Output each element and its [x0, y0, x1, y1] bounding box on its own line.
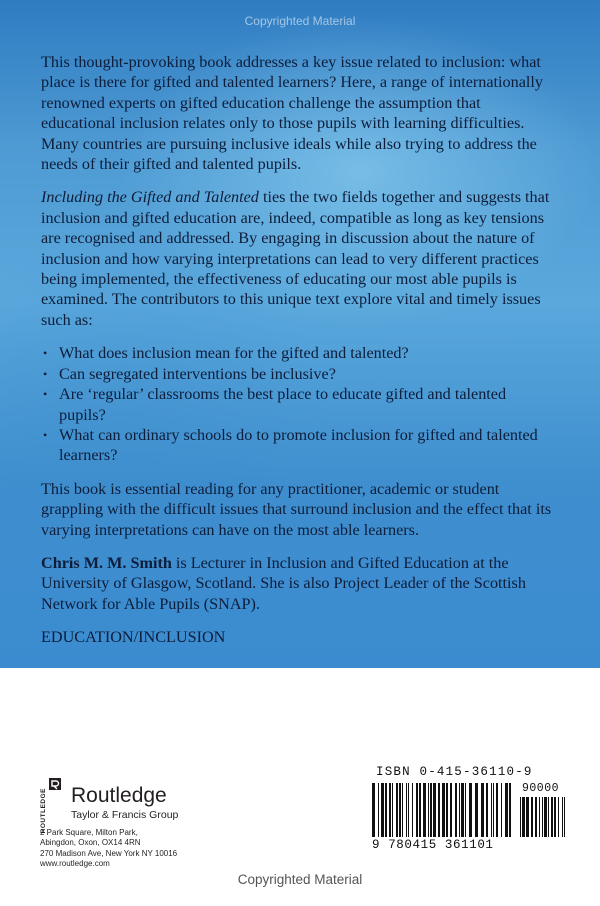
barcode-bar	[551, 797, 553, 837]
barcode-bar	[554, 797, 556, 837]
subject-category: EDUCATION/INCLUSION	[41, 628, 226, 647]
barcode-bar	[423, 783, 426, 837]
barcode-bar	[520, 797, 521, 837]
barcode-bars	[372, 783, 512, 837]
barcode-bar	[381, 783, 384, 837]
isbn-label: ISBN 0-415-36110-9	[376, 765, 533, 779]
address-line: 270 Madison Ave, New York NY 10016	[40, 848, 178, 858]
ean-number: 9 780415 361101	[372, 838, 494, 852]
list-item	[41, 343, 553, 363]
barcode-bar	[562, 797, 563, 837]
publisher-address	[40, 828, 177, 869]
barcode-bar	[481, 783, 484, 837]
barcode-bar	[522, 797, 525, 837]
isbn-barcode	[372, 765, 568, 865]
barcode-addon-bars	[520, 797, 566, 837]
barcode-bar	[392, 783, 393, 837]
barcode-bar	[531, 797, 533, 837]
barcode-bar	[433, 783, 436, 837]
bullet-icon: •	[43, 366, 48, 381]
author-name: Chris M. M. Smith	[41, 553, 172, 572]
barcode-bar	[558, 797, 559, 837]
address-line: Abingdon, Oxon, OX14 4RN	[40, 838, 141, 848]
barcode-bar	[539, 797, 540, 837]
barcode-bar	[446, 783, 448, 837]
blurb-paragraph-2	[41, 187, 553, 330]
barcode-bar	[428, 783, 429, 837]
barcode-bar	[509, 783, 511, 837]
barcode-bar	[402, 783, 403, 837]
address-line: 2 Park Square, Milton Park,	[40, 828, 138, 837]
watermark-bottom: Copyrighted Material	[237, 872, 363, 887]
book-title-italic: Including the Gifted and Talented	[41, 188, 259, 207]
barcode-bar	[461, 783, 464, 837]
barcode-bar	[486, 783, 488, 837]
barcode-bar	[430, 783, 432, 837]
barcode-bar	[389, 783, 391, 837]
barcode-bar	[419, 783, 421, 837]
barcode-bar	[442, 783, 445, 837]
blurb-paragraph-2-rest: ties the two fields together and suggests that inclusion and gifted education are, indeed, compatible as long as key tensions are recognised and addressed. By engaging in discussion about the nature of inclusion and how varying interpretations can lead to very different practices being implemented, the effectiveness of educating our most able pupils is examined. The contributors to this unique text explore vital and timely issues such as:	[41, 188, 550, 329]
barcode-bar	[548, 797, 549, 837]
list-item	[41, 425, 553, 466]
barcode-bar	[406, 783, 407, 837]
barcode-bar	[544, 797, 547, 837]
barcode-bar	[399, 783, 401, 837]
barcode-bar	[564, 797, 565, 837]
address-line: www.routledge.com	[40, 858, 110, 868]
barcode-bar	[475, 783, 478, 837]
barcode-bar	[535, 797, 537, 837]
list-item-text: Are ‘regular’ classrooms the best place to educate gifted and talented pupils?	[59, 385, 507, 424]
barcode-bar	[378, 783, 379, 837]
barcode-bar	[465, 783, 466, 837]
barcode-bar	[455, 783, 457, 837]
barcode-bar	[491, 783, 492, 837]
barcode-bar	[526, 797, 529, 837]
list-item	[41, 384, 553, 425]
list-item-text: What does inclusion mean for the gifted and talented?	[59, 344, 409, 363]
list-item-text: What can ordinary schools do to promote inclusion for gifted and talented learners?	[59, 425, 538, 465]
publisher-group: Taylor & Francis Group	[71, 809, 179, 821]
list-item	[41, 364, 553, 384]
blurb-paragraph-3: This book is essential reading for any practitioner, academic or student grappling with the difficult issues that surround inclusion and the effect that its varying interpretations can have on the most able learners.	[41, 479, 552, 539]
barcode-bar	[505, 783, 508, 837]
barcode-bar	[459, 783, 460, 837]
barcode-bar	[450, 783, 452, 837]
logo-vertical-text: ROUTLEDGE	[40, 788, 47, 834]
bullet-icon: •	[43, 387, 48, 402]
barcode-bar	[542, 797, 543, 837]
publisher-name: Routledge	[71, 784, 167, 807]
barcode-bar	[416, 783, 418, 837]
watermark-top: Copyrighted Material	[244, 14, 356, 28]
barcode-bar	[396, 783, 398, 837]
barcode-bar	[493, 783, 494, 837]
barcode-bar	[408, 783, 409, 837]
barcode-bar	[469, 783, 472, 837]
barcode-bar	[438, 783, 440, 837]
barcode-bar	[385, 783, 387, 837]
blurb-text	[41, 52, 553, 661]
barcode-bar	[501, 783, 502, 837]
author-bio-text: is Lecturer in Inclusion and Gifted Education at the University of Glasgow, Scotland. She is also Project Leader of the Scottish Network for Able Pupils (SNAP).	[41, 553, 526, 613]
barcode-bar	[372, 783, 375, 837]
blurb-paragraph-1: This thought-provoking book addresses a key issue related to inclusion: what place is there for gifted and talented learners? Here, a range of internationally renowned experts on gifted education challenge the assumption that educational inclusion relates only to those pupils with learning difficulties. Many countries are pursuing inclusive ideals while also trying to address the needs of their gifted and talented pupils.	[41, 53, 544, 174]
barcode-bar	[496, 783, 498, 837]
author-bio	[41, 553, 553, 614]
barcode-bar	[412, 783, 413, 837]
issues-list	[41, 343, 553, 465]
barcode-addon-number: 90000	[522, 782, 560, 795]
bullet-icon: •	[43, 346, 48, 361]
bullet-icon: •	[43, 427, 48, 442]
list-item-text: Can segregated interventions be inclusive?	[59, 364, 336, 383]
